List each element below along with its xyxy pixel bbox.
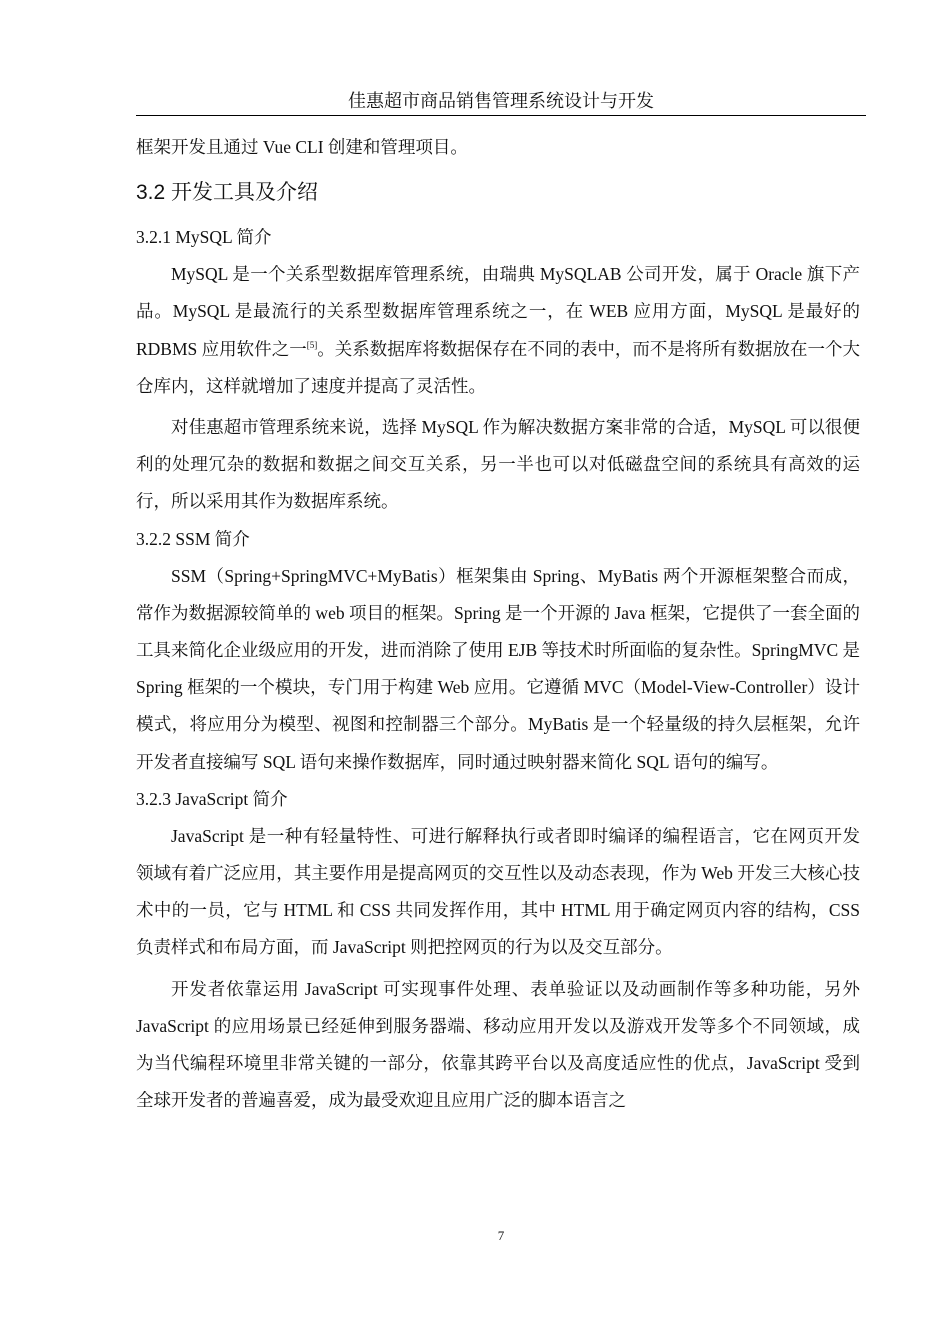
ssm-paragraph-1: SSM（Spring+SpringMVC+MyBatis）框架集由 Spring、MyBatis 两个开源框架整合而成，常作为数据源较简单的 web 项目的框架。Spring 是一个开源的 Java 框架，它提供了一套全面的工具来简化企业级应用的开发，进而消除了使用 EJB 等技术时所面临的复杂性。SpringMVC 是 Spring 框架的一个模块，专门用于构建 Web 应用。它遵循 MVC（Model-View-Controller）设计模式，将应用分为模型、视图和控制器三个部分。MyBatis 是一个轻量级的持久层框架，允许开发者直接编写 SQL 语句来操作数据库，同时通过映射器来简化 SQL 语句的编写。	[136, 565, 860, 772]
mysql-heading: 3.2.1 MySQL 简介	[136, 227, 272, 248]
mysql-p1-text-rest: 。关系数据库将数据保存在不同的表中，而不是将所有数据放在一个大仓库内，这样就增加了速度并提高了灵活性。	[136, 338, 860, 396]
javascript-paragraph-1: JavaScript 是一种有轻量特性、可进行解释执行或者即时编译的编程语言，它在网页开发领域有着广泛应用，其主要作用是提高网页的交互性以及动态表现，作为 Web 开发三大核心技术中的一员，它与 HTML 和 CSS 共同发挥作用，其中 HTML 用于确定网页内容的结构，CSS 负责样式和布局方面，而 JavaScript 则把控网页的行为以及交互部分。	[136, 825, 860, 958]
ssm-heading: 3.2.2 SSM 简介	[136, 528, 250, 549]
mysql-paragraph-1	[136, 256, 860, 405]
running-header: 佳惠超市商品销售管理系统设计与开发	[136, 88, 866, 116]
mysql-paragraph-2: 对佳惠超市管理系统来说，选择 MySQL 作为解决数据方案非常的合适，MySQL 可以很便利的处理冗杂的数据和数据之间交互关系，另一半也可以对低磁盘空间的系统具有高效的运行，所以采用其作为数据库系统。	[136, 417, 860, 512]
section-heading: 3.2 开发工具及介绍	[136, 181, 319, 205]
continuation-paragraph: 框架开发且通过 Vue CLI 创建和管理项目。	[136, 137, 468, 157]
page-number: 7	[497, 1228, 505, 1243]
page-content	[136, 129, 860, 1119]
javascript-heading: 3.2.3 JavaScript 简介	[136, 788, 288, 809]
mysql-p1-text: MySQL 是一个关系型数据库管理系统，由瑞典 MySQLAB 公司开发，属于 Oracle 旗下产品。MySQL 是最流行的关系型数据库管理系统之一，在 WEB 应用方面，MySQL 是最好的 RDBMS 应用软件之一	[136, 264, 860, 359]
citation-ref: [5]	[306, 339, 318, 350]
javascript-paragraph-2: 开发者依靠运用 JavaScript 可实现事件处理、表单验证以及动画制作等多种功能，另外 JavaScript 的应用场景已经延伸到服务器端、移动应用开发以及游戏开发等多个不同领域，成为当代编程环境里非常关键的一部分，依靠其跨平台以及高度适应性的优点，JavaScript 受到全球开发者的普遍喜爱，成为最受欢迎且应用广泛的脚本语言之	[136, 978, 860, 1111]
